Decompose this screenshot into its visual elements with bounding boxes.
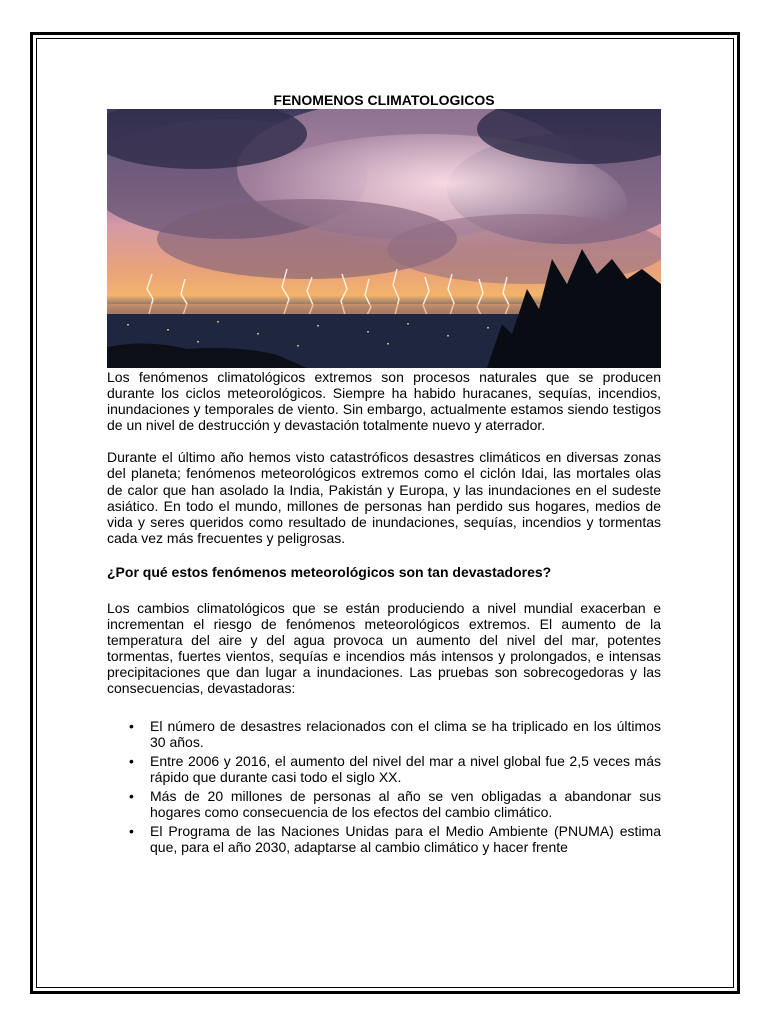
document-body bbox=[107, 92, 661, 858]
paragraph-3: Los cambios climatológicos que se están produciendo a nivel mundial exacerban e incrementan el riesgo de fenómenos meteorológicos extremos. El aumento de la temperatura del aire y del agua provoca un aumento del nivel del mar, potentes tormentas, fuertes vientos, sequías e incendios más intensos y prolongados, e intensas precipitaciones que dan lugar a inundaciones. Las pruebas son sobrecogedoras y las consecuencias, devastadoras: bbox=[107, 599, 661, 697]
bullet-icon: • bbox=[129, 823, 134, 840]
bullet-icon: • bbox=[129, 787, 134, 804]
list-item-text: El número de desastres relacionados con el clima se ha triplicado en los últimos 30 años. bbox=[150, 717, 661, 750]
storm-lightning-photo bbox=[107, 109, 661, 368]
bullet-icon: • bbox=[129, 752, 134, 769]
list-item-text: El Programa de las Naciones Unidas para el Medio Ambiente (PNUMA) estima que, para el año 2030, adaptarse al cambio climático y hacer frente bbox=[150, 823, 661, 856]
paragraph-2: Durante el último año hemos visto catastróficos desastres climáticos en diversas zonas del planeta; fenómenos meteorológicos extremos como el ciclón Idai, las mortales olas de calor que han asolado la India, Pakistán y Europa, y las inundaciones en el sudeste asiático. En todo el mundo, millones de personas han perdido sus hogares, medios de vida y seres queridos como resultado de inundaciones, sequías, incendios y tormentas cada vez más frecuentes y peligrosas. bbox=[107, 449, 661, 546]
bullet-icon: • bbox=[129, 717, 134, 734]
bullet-list bbox=[107, 718, 661, 856]
list-item-text: Entre 2006 y 2016, el aumento del nivel del mar a nivel global fue 2,5 veces más rápido que durante casi todo el siglo XX. bbox=[150, 752, 661, 785]
list-item bbox=[129, 752, 661, 785]
paragraph-1: Los fenómenos climatológicos extremos son procesos naturales que se producen durante los ciclos meteorológicos. Siempre ha habido huracanes, sequías, incendios, inundaciones y temporales de viento. Sin embargo, actualmente estamos siendo testigos de un nivel de destrucción y devastación totalmente nuevo y aterrador. bbox=[107, 369, 661, 434]
list-item bbox=[129, 717, 661, 750]
section-heading: ¿Por qué estos fenómenos meteorológicos son tan devastadores? bbox=[107, 563, 552, 580]
list-item bbox=[129, 787, 661, 820]
list-item bbox=[129, 823, 661, 856]
list-item-text: Más de 20 millones de personas al año se ven obligadas a abandonar sus hogares como consecuencia de los efectos del cambio climático. bbox=[150, 787, 661, 820]
document-title: FENOMENOS CLIMATOLOGICOS bbox=[273, 92, 495, 108]
